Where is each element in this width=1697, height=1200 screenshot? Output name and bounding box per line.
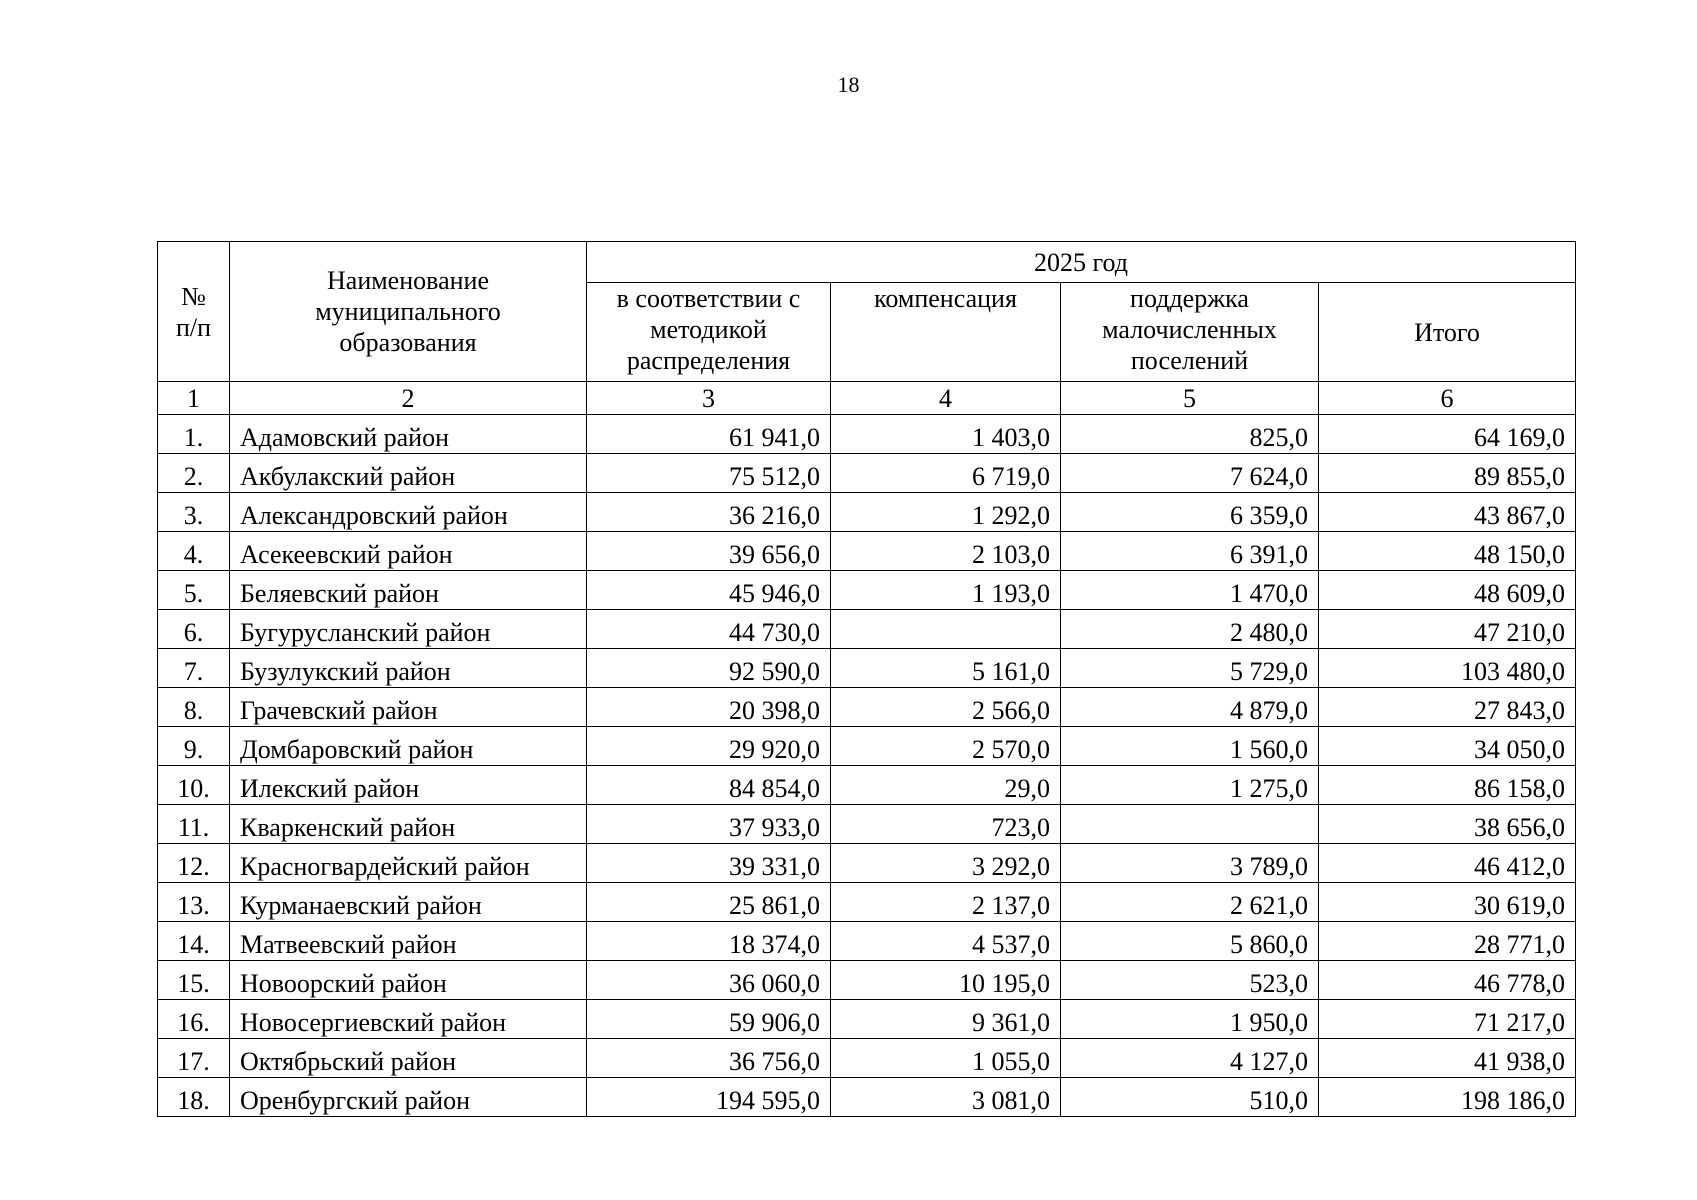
column-number-2: 2	[230, 382, 587, 415]
row-number: 9.	[158, 727, 230, 766]
district-name: Матвеевский район	[230, 922, 587, 961]
header-support-line1: поддержка	[1130, 284, 1249, 313]
district-name: Александровский район	[230, 493, 587, 532]
compensation-value: 9 361,0	[831, 1000, 1061, 1039]
compensation-value: 2 566,0	[831, 688, 1061, 727]
methodology-value: 36 060,0	[587, 961, 831, 1000]
support-value: 2 621,0	[1061, 883, 1319, 922]
district-name: Асекеевский район	[230, 532, 587, 571]
support-value: 825,0	[1061, 415, 1319, 454]
total-value: 28 771,0	[1319, 922, 1576, 961]
total-value: 64 169,0	[1319, 415, 1576, 454]
column-number-1: 1	[158, 382, 230, 415]
table-row	[158, 727, 1576, 766]
column-number-6: 6	[1319, 382, 1576, 415]
district-name: Грачевский район	[230, 688, 587, 727]
row-number: 13.	[158, 883, 230, 922]
total-value: 27 843,0	[1319, 688, 1576, 727]
total-value: 89 855,0	[1319, 454, 1576, 493]
district-name: Курманаевский район	[230, 883, 587, 922]
budget-table	[157, 241, 1576, 1117]
total-value: 43 867,0	[1319, 493, 1576, 532]
table-row	[158, 844, 1576, 883]
methodology-value: 75 512,0	[587, 454, 831, 493]
compensation-value: 2 103,0	[831, 532, 1061, 571]
table-row	[158, 415, 1576, 454]
row-number: 7.	[158, 649, 230, 688]
compensation-value	[831, 610, 1061, 649]
table-row	[158, 1000, 1576, 1039]
header-number-column	[158, 242, 230, 382]
compensation-value: 10 195,0	[831, 961, 1061, 1000]
header-number-line1: №	[181, 281, 206, 311]
total-value: 34 050,0	[1319, 727, 1576, 766]
support-value	[1061, 805, 1319, 844]
header-name-column	[230, 242, 587, 382]
district-name: Адамовский район	[230, 415, 587, 454]
table-row	[158, 805, 1576, 844]
row-number: 17.	[158, 1039, 230, 1078]
methodology-value: 36 756,0	[587, 1039, 831, 1078]
compensation-value: 1 193,0	[831, 571, 1061, 610]
table-row	[158, 571, 1576, 610]
total-value: 86 158,0	[1319, 766, 1576, 805]
support-value: 5 729,0	[1061, 649, 1319, 688]
table-row	[158, 688, 1576, 727]
row-number: 5.	[158, 571, 230, 610]
support-value: 2 480,0	[1061, 610, 1319, 649]
row-number: 12.	[158, 844, 230, 883]
support-value: 1 470,0	[1061, 571, 1319, 610]
district-name: Бугурусланский район	[230, 610, 587, 649]
methodology-value: 194 595,0	[587, 1078, 831, 1117]
table-row	[158, 532, 1576, 571]
header-compensation-column: компенсация	[831, 283, 1061, 382]
header-number-line2: п/п	[175, 312, 212, 342]
compensation-value: 1 055,0	[831, 1039, 1061, 1078]
methodology-value: 36 216,0	[587, 493, 831, 532]
compensation-value: 2 137,0	[831, 883, 1061, 922]
header-support-line3: поселений	[1130, 346, 1249, 375]
district-name: Беляевский район	[230, 571, 587, 610]
header-name-line1: Наименование	[327, 266, 489, 295]
methodology-value: 44 730,0	[587, 610, 831, 649]
table-row	[158, 610, 1576, 649]
total-value: 47 210,0	[1319, 610, 1576, 649]
total-value: 48 609,0	[1319, 571, 1576, 610]
support-value: 6 359,0	[1061, 493, 1319, 532]
row-number: 15.	[158, 961, 230, 1000]
table-row	[158, 961, 1576, 1000]
district-name: Оренбургский район	[230, 1078, 587, 1117]
methodology-value: 84 854,0	[587, 766, 831, 805]
compensation-value: 723,0	[831, 805, 1061, 844]
district-name: Октябрьский район	[230, 1039, 587, 1078]
table-body	[158, 415, 1576, 1117]
compensation-value: 6 719,0	[831, 454, 1061, 493]
column-number-3: 3	[587, 382, 831, 415]
methodology-value: 25 861,0	[587, 883, 831, 922]
compensation-value: 2 570,0	[831, 727, 1061, 766]
support-value: 7 624,0	[1061, 454, 1319, 493]
district-name: Красногвардейский район	[230, 844, 587, 883]
district-name: Новосергиевский район	[230, 1000, 587, 1039]
row-number: 16.	[158, 1000, 230, 1039]
header-name-line3: образования	[339, 328, 477, 357]
total-value: 46 778,0	[1319, 961, 1576, 1000]
table-row	[158, 883, 1576, 922]
compensation-value: 1 403,0	[831, 415, 1061, 454]
header-methodology-line1: в соответствии с	[616, 284, 801, 313]
column-number-4: 4	[831, 382, 1061, 415]
support-value: 3 789,0	[1061, 844, 1319, 883]
total-value: 41 938,0	[1319, 1039, 1576, 1078]
table-row	[158, 649, 1576, 688]
row-number: 4.	[158, 532, 230, 571]
methodology-value: 39 331,0	[587, 844, 831, 883]
page-number: 18	[837, 72, 860, 97]
compensation-value: 1 292,0	[831, 493, 1061, 532]
district-name: Илекский район	[230, 766, 587, 805]
compensation-value: 3 292,0	[831, 844, 1061, 883]
column-number-5: 5	[1061, 382, 1319, 415]
district-name: Бузулукский район	[230, 649, 587, 688]
total-value: 46 412,0	[1319, 844, 1576, 883]
table-row	[158, 493, 1576, 532]
support-value: 1 950,0	[1061, 1000, 1319, 1039]
row-number: 2.	[158, 454, 230, 493]
row-number: 14.	[158, 922, 230, 961]
header-methodology-line3: распределения	[626, 346, 791, 375]
methodology-value: 39 656,0	[587, 532, 831, 571]
header-name-line2: муниципального	[315, 297, 501, 326]
total-value: 30 619,0	[1319, 883, 1576, 922]
header-year: 2025 год	[587, 242, 1576, 283]
methodology-value: 20 398,0	[587, 688, 831, 727]
total-value: 71 217,0	[1319, 1000, 1576, 1039]
compensation-value: 29,0	[831, 766, 1061, 805]
support-value: 1 560,0	[1061, 727, 1319, 766]
table-row	[158, 766, 1576, 805]
total-value: 38 656,0	[1319, 805, 1576, 844]
row-number: 10.	[158, 766, 230, 805]
row-number: 1.	[158, 415, 230, 454]
row-number: 11.	[158, 805, 230, 844]
table-row	[158, 454, 1576, 493]
header-methodology-line2: методикой	[650, 315, 767, 344]
table-row	[158, 1078, 1576, 1117]
methodology-value: 18 374,0	[587, 922, 831, 961]
header-total-column: Итого	[1319, 283, 1576, 382]
row-number: 18.	[158, 1078, 230, 1117]
methodology-value: 45 946,0	[587, 571, 831, 610]
total-value: 198 186,0	[1319, 1078, 1576, 1117]
row-number: 3.	[158, 493, 230, 532]
compensation-value: 5 161,0	[831, 649, 1061, 688]
table-row	[158, 922, 1576, 961]
row-number: 8.	[158, 688, 230, 727]
support-value: 4 879,0	[1061, 688, 1319, 727]
support-value: 1 275,0	[1061, 766, 1319, 805]
methodology-value: 59 906,0	[587, 1000, 831, 1039]
methodology-value: 29 920,0	[587, 727, 831, 766]
district-name: Кваркенский район	[230, 805, 587, 844]
support-value: 510,0	[1061, 1078, 1319, 1117]
total-value: 48 150,0	[1319, 532, 1576, 571]
header-methodology-column	[587, 283, 831, 382]
total-value: 103 480,0	[1319, 649, 1576, 688]
support-value: 6 391,0	[1061, 532, 1319, 571]
methodology-value: 92 590,0	[587, 649, 831, 688]
header-support-column	[1061, 283, 1319, 382]
compensation-value: 3 081,0	[831, 1078, 1061, 1117]
support-value: 4 127,0	[1061, 1039, 1319, 1078]
support-value: 5 860,0	[1061, 922, 1319, 961]
support-value: 523,0	[1061, 961, 1319, 1000]
district-name: Новоорский район	[230, 961, 587, 1000]
methodology-value: 37 933,0	[587, 805, 831, 844]
district-name: Домбаровский район	[230, 727, 587, 766]
methodology-value: 61 941,0	[587, 415, 831, 454]
header-support-line2: малочисленных	[1102, 315, 1277, 344]
district-name: Акбулакский район	[230, 454, 587, 493]
compensation-value: 4 537,0	[831, 922, 1061, 961]
table-row	[158, 1039, 1576, 1078]
row-number: 6.	[158, 610, 230, 649]
